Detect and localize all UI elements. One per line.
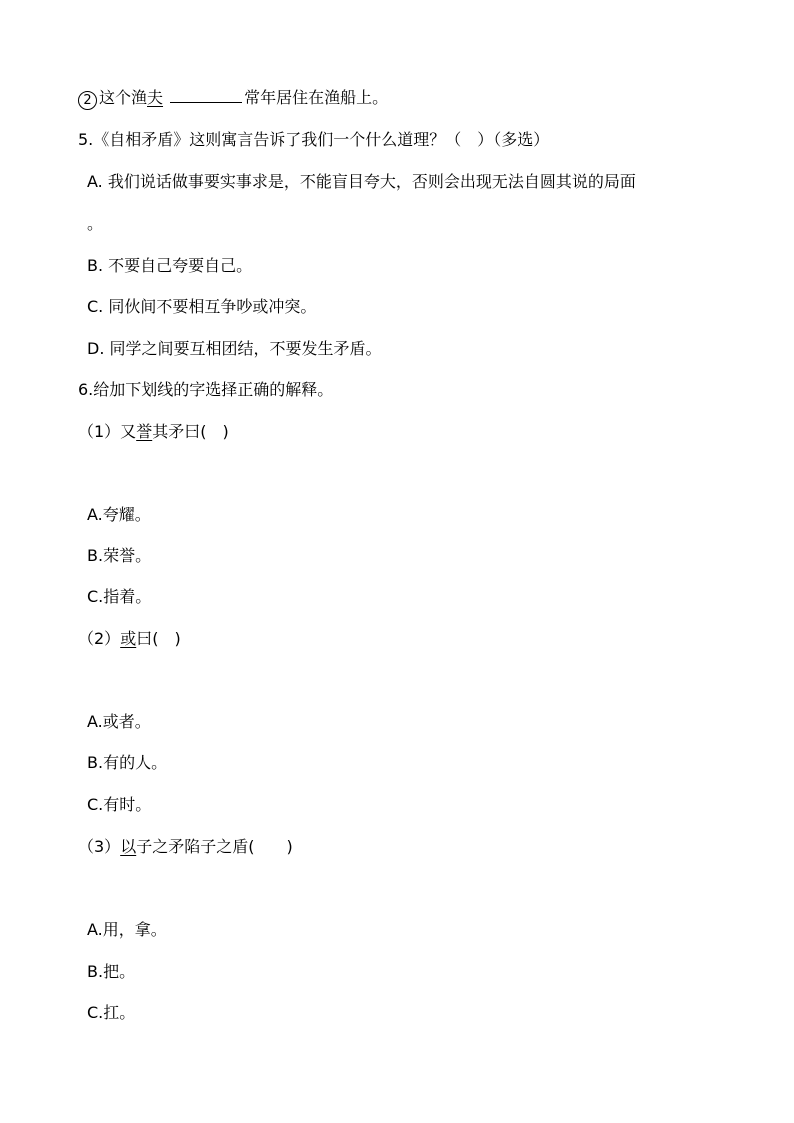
q6-sub2-option-b[interactable]: B.有的人。 [87, 753, 168, 772]
q6-sub3-prefix: （3） [78, 837, 121, 856]
fill-item-underlined-char: 夫 [147, 88, 164, 107]
answer-blank[interactable] [170, 88, 242, 103]
question-5-stem: 5.《自相矛盾》这则寓言告诉了我们一个什么道理？（ ）（多选） [78, 130, 550, 149]
fill-blank-item [78, 88, 388, 110]
question-6-stem: 6.给加下划线的字选择正确的解释。 [78, 380, 334, 399]
q5-option-b[interactable]: B. 不要自己夸要自己。 [87, 256, 253, 275]
q5-option-c[interactable]: C. 同伙间不要相互争吵或冲突。 [87, 297, 317, 316]
q6-sub2-underlined-char: 或 [120, 629, 137, 648]
q6-sub2-option-c[interactable]: C.有时。 [87, 795, 152, 814]
q6-sub3-underlined-char: 以 [120, 837, 137, 856]
q6-sub1-option-c[interactable]: C.指着。 [87, 587, 152, 606]
q5-option-a-continuation: 。 [87, 214, 104, 233]
circled-number: 2 [78, 91, 97, 110]
q6-sub1-stem [78, 422, 229, 442]
q6-sub3-option-b[interactable]: B.把。 [87, 962, 136, 981]
q5-option-d[interactable]: D. 同学之间要互相团结，不要发生矛盾。 [87, 339, 382, 358]
q6-sub2-suffix: 曰( ) [136, 629, 181, 648]
q6-sub2-option-a[interactable]: A.或者。 [87, 712, 151, 731]
q6-sub2-stem [78, 629, 181, 649]
q6-sub2-prefix: （2） [78, 629, 121, 648]
q6-sub1-underlined-char: 誉 [136, 422, 153, 441]
q6-sub3-stem [78, 837, 293, 857]
q6-sub1-option-a[interactable]: A.夸耀。 [87, 505, 151, 524]
q6-sub1-suffix: 其矛曰( ) [152, 422, 229, 441]
q6-sub3-option-a[interactable]: A.用，拿。 [87, 920, 167, 939]
fill-item-text-before: 这个渔 [99, 88, 148, 107]
q6-sub1-prefix: （1）又 [78, 422, 137, 441]
q5-option-a[interactable]: A. 我们说话做事要实事求是，不能盲目夸大，否则会出现无法自圆其说的局面 [87, 172, 636, 191]
q6-sub1-option-b[interactable]: B.荣誉。 [87, 546, 152, 565]
q6-sub3-option-c[interactable]: C.扛。 [87, 1003, 136, 1022]
fill-item-text-after: 常年居住在渔船上。 [244, 88, 389, 107]
q6-sub3-suffix: 子之矛陷子之盾( ) [136, 837, 293, 856]
